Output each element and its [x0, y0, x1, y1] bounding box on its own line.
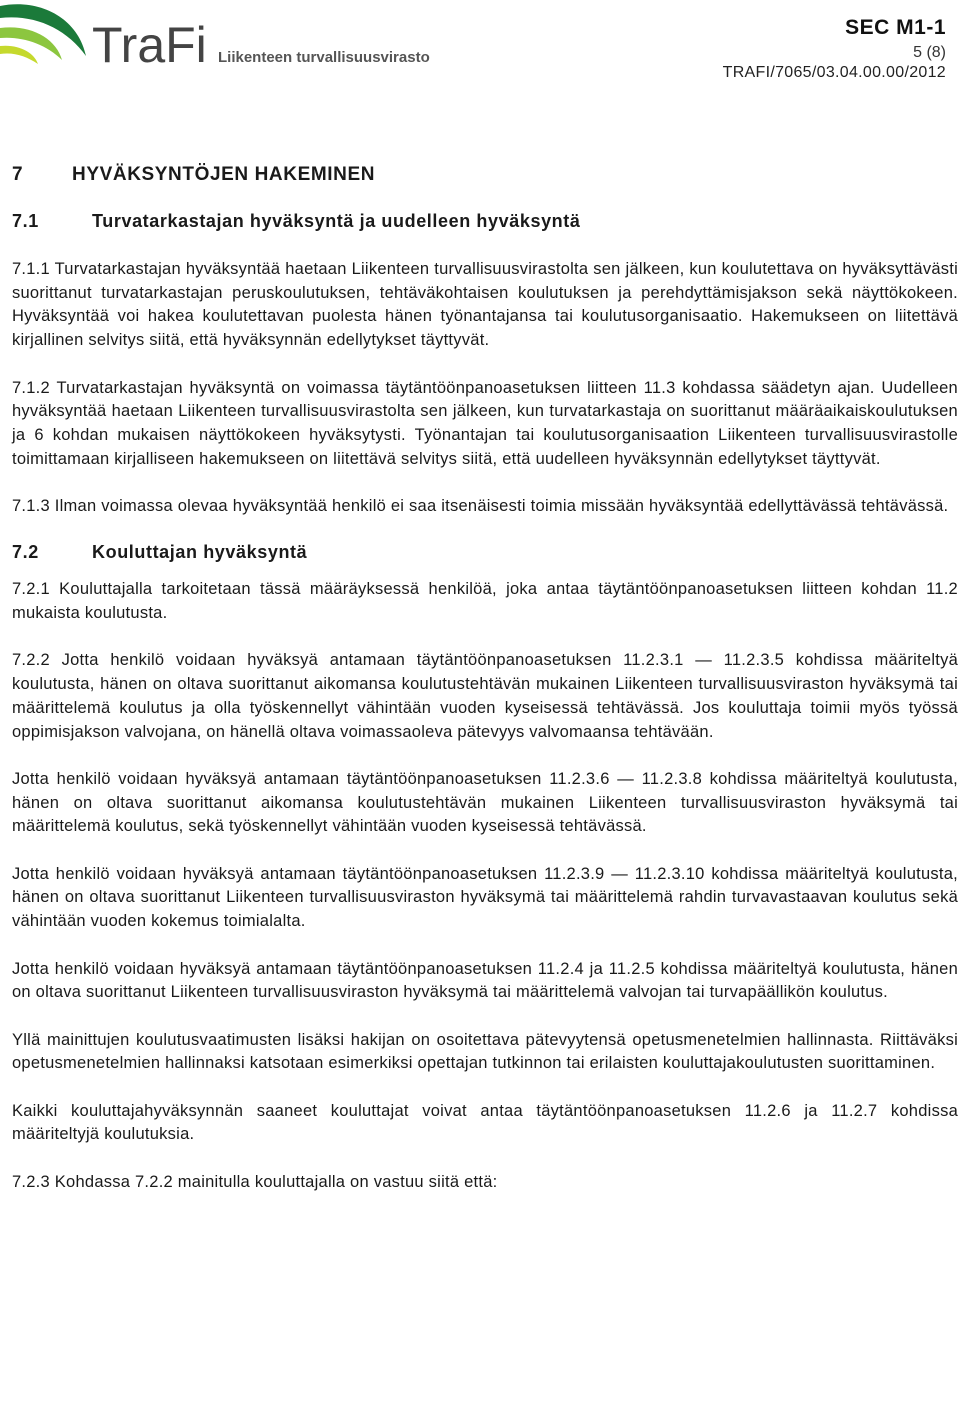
paragraph: 7.1.1 Turvatarkastajan hyväksyntää haetaan Liikenteen turvallisuusvirastolta sen jälkeen, kun koulutettava on hyväksyttävästi suorittanut turvatarkastajan peruskoulutuksen, tehtäväkohtaisen koulutuksen ja perehdyttämisjakson sekä näyttökokeen. Hyväksyntää voi hakea koulutettavan puolesta hänen työnantajansa tai koulutusorganisaatio. Hakemukseen on liitettävä kirjallinen selvitys siitä, että hyväksynnän edellytykset täyttyvät. — [12, 260, 958, 350]
paragraph: Kaikki kouluttajahyväksynnän saaneet kouluttajat voivat antaa täytäntöönpanoasetuksen 11.2.6 ja 11.2.7 kohdissa määriteltyjä koulutuksia. — [12, 1101, 958, 1144]
paragraph: 7.1.3 Ilman voimassa olevaa hyväksyntää henkilö ei saa itsenäisesti toimia missään hyväksyntää edellyttävässä tehtävässä. — [12, 497, 949, 515]
subsection-heading: 7.1 Turvatarkastajan hyväksyntä ja uudelleen hyväksyntä — [12, 211, 581, 231]
paragraph: Jotta henkilö voidaan hyväksyä antamaan täytäntöönpanoasetuksen 11.2.4 ja 11.2.5 kohdissa määriteltyä koulutusta, hänen on oltava suorittanut Liikenteen turvallisuusviraston hyväksymä tai määrittelemä valvojan tai turvapäällikön koulutus. — [12, 959, 958, 1002]
paragraph: 7.2.3 Kohdassa 7.2.2 mainitulla kouluttajalla on vastuu siitä että: — [12, 1172, 498, 1191]
document-body — [12, 164, 958, 1218]
paragraph: Jotta henkilö voidaan hyväksyä antamaan täytäntöönpanoasetuksen 11.2.3.6 — 11.2.3.8 kohdissa määriteltyä koulutusta, hänen on oltava suorittanut aikomansa koulutustehtävän mukainen Liikenteen turvallisuusviraston hyväksymä tai määrittelemä koulutus, sekä työskennellyt vähintään vuoden kyseisessä tehtävässä. — [12, 769, 958, 836]
paragraph: Jotta henkilö voidaan hyväksyä antamaan täytäntöönpanoasetuksen 11.2.3.9 — 11.2.3.10 kohdissa määriteltyä koulutusta, hänen on oltava suorittanut Liikenteen turvallisuusviraston hyväksymä tai määrittelemä rahdin turvavastaavan koulutus sekä vähintään vuoden kokemus toimialalta. — [12, 864, 958, 931]
paragraph: 7.2.1 Kouluttajalla tarkoitetaan tässä määräyksessä henkilöä, joka antaa täytäntöönpanoasetuksen liitteen kohdan 11.2 mukaista koulutusta. — [12, 580, 958, 623]
trafi-logo — [0, 0, 440, 80]
section-heading: 7 HYVÄKSYNTÖJEN HAKEMINEN — [12, 164, 376, 185]
document-header — [723, 16, 946, 82]
paragraph: 7.1.2 Turvatarkastajan hyväksyntä on voimassa täytäntöönpanoasetuksen liitteen 11.3 kohdassa säädetyn ajan. Uudelleen hyväksyntää haetaan Liikenteen turvallisuusvirastolta sen jälkeen, kun turvatarkastaja on suorittanut määräaikaiskoulutuksen ja 6 kohdan mukaisen näyttökokeen hyväksytysti. Työnantajan tai koulutusorganisaation Liikenteen turvallisuusvirastolle toimittamaan kirjalliseen hakemukseen on liitettävä selvitys siitä, että uudelleen hyväksynnän edellytykset täyttyvät. — [12, 378, 958, 468]
subsection-heading: 7.2 Kouluttajan hyväksyntä — [12, 542, 308, 563]
paragraph: 7.2.2 Jotta henkilö voidaan hyväksyä antamaan täytäntöönpanoasetuksen 11.2.3.1 — 11.2.3.5 kohdissa määriteltyä koulutusta, hänen on oltava suorittanut aikomansa koulutustehtävän mukainen Liikenteen turvallisuusviraston hyväksymä tai määrittelemä koulutus ja olla työskennellyt vähintään vuoden kyseisessä tehtävässä. Jos kouluttaja toimii myös työssä oppimisjakson valvojana, on hänellä oltava voimassaoleva pätevyys valvomaansa tehtävään. — [12, 651, 958, 741]
document-code: SEC M1-1 — [845, 16, 946, 39]
document-reference: TRAFI/7065/03.04.00.00/2012 — [722, 64, 946, 81]
page-number: 5 (8) — [913, 44, 946, 61]
paragraph: Yllä mainittujen koulutusvaatimusten lisäksi hakijan on osoitettava pätevyytensä opetusmenetelmien hallinnasta. Riittäväksi opetusmenetelmien hallinnaksi katsotaan esimerkiksi opettajan tutkinnon tai erilaisten kouluttajakoulutusten suorittaminen. — [12, 1030, 958, 1073]
svg-text:Liikenteen turvallisuusvirasto: Liikenteen turvallisuusvirasto — [218, 49, 430, 66]
svg-text:TraFi: TraFi — [92, 17, 207, 73]
